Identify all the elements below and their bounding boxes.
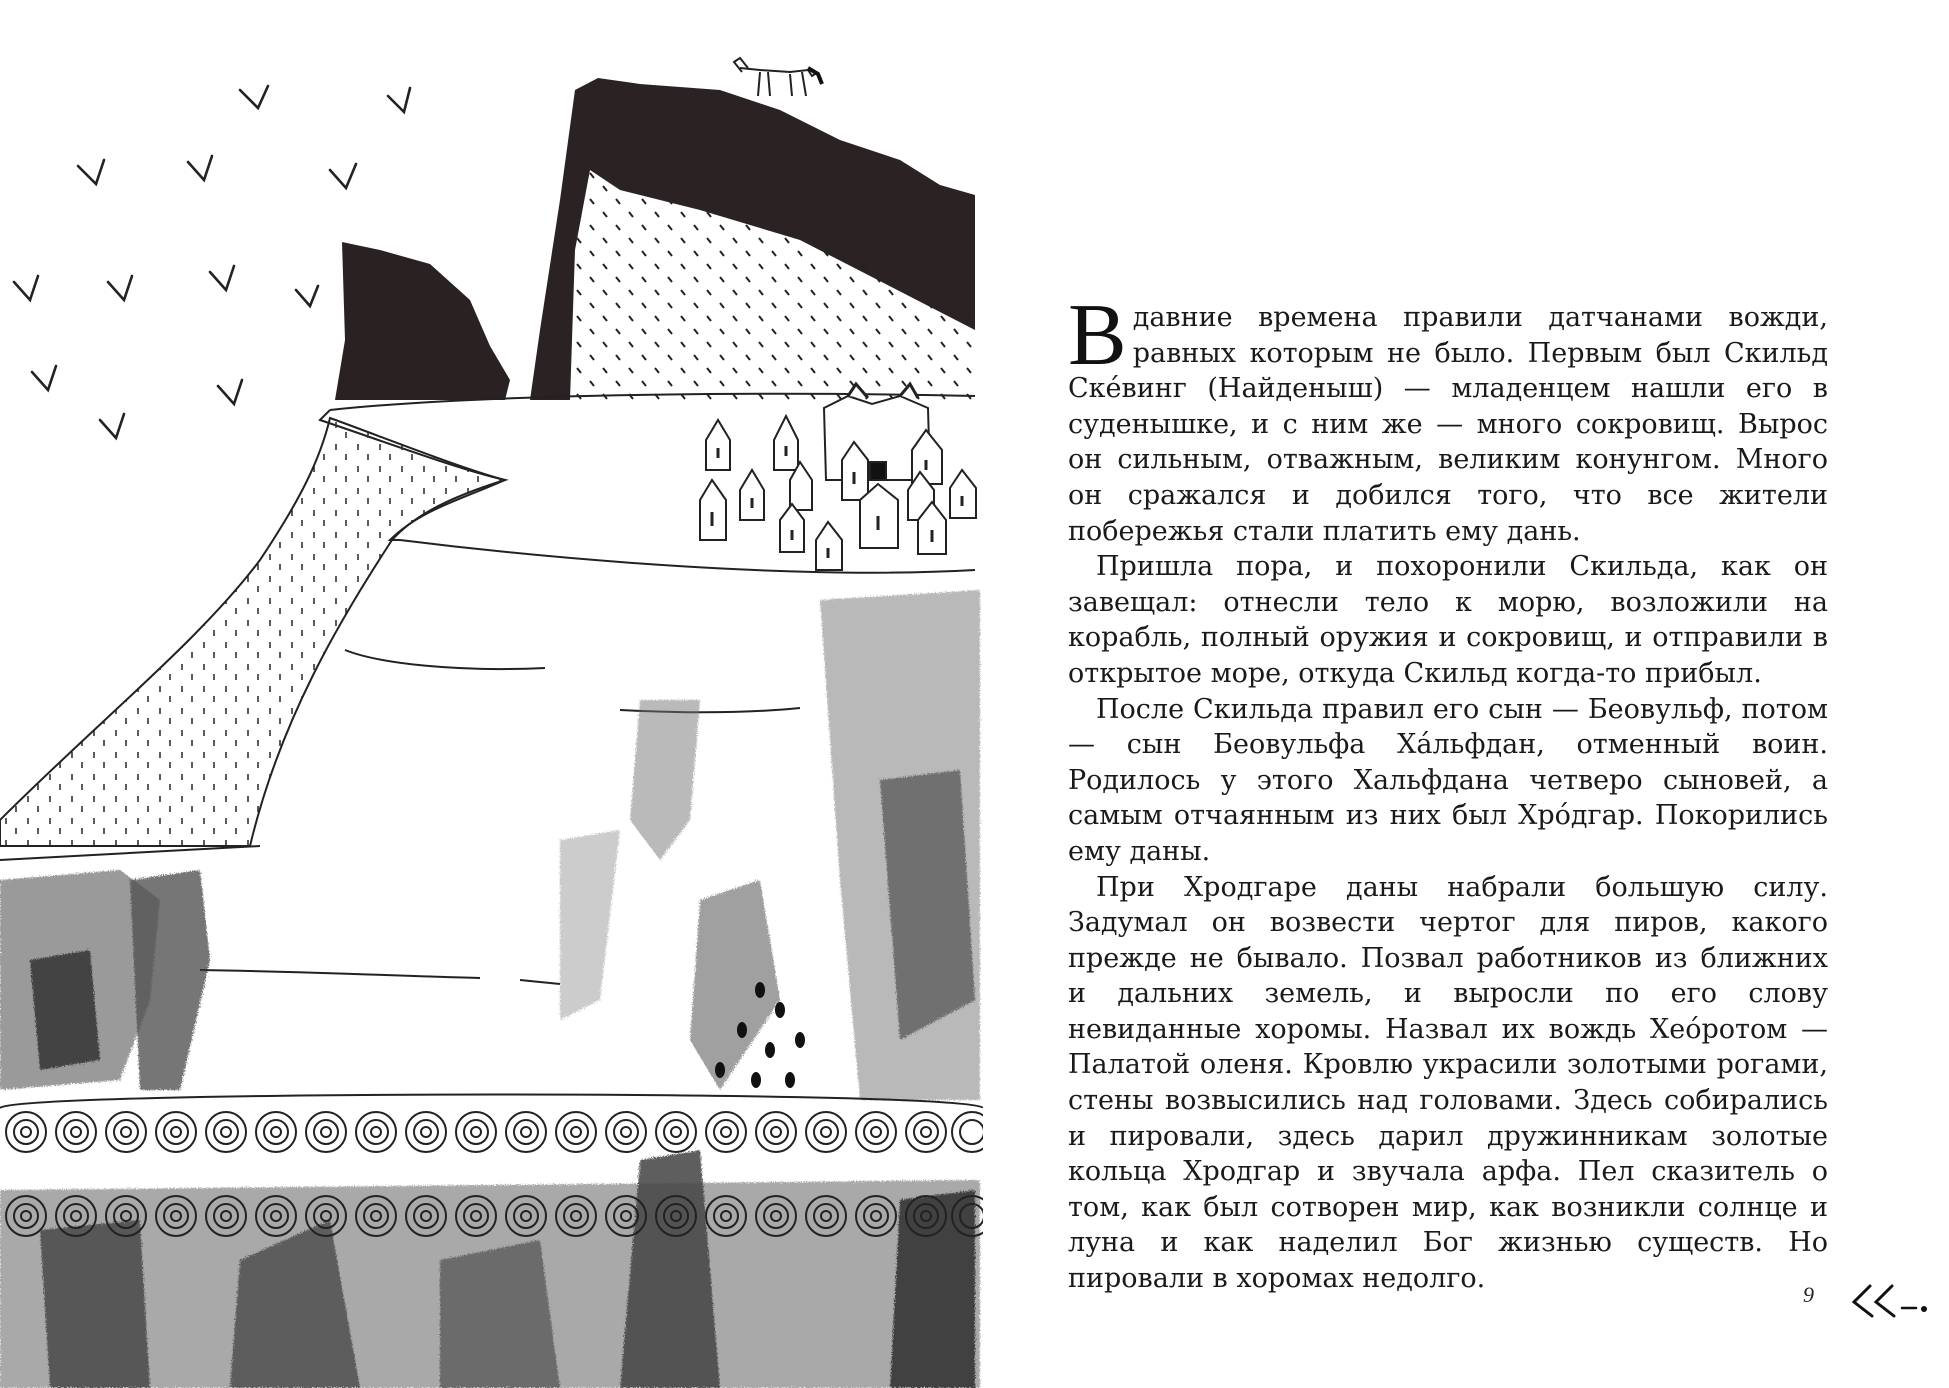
cliff [0, 418, 505, 846]
double-chevron-left-ornament-icon [1848, 1276, 1928, 1324]
paragraph-1-text: давние времена правили датчанами вожди, равных которым не было. Первым был Скильд Ске́винг (Найденыш) — младенцем нашли его в суденышке, и с ним же — много сокровищ. Вырос он сильным, отважным, великим конунгом. Много он сражался и добился того, что все жители побережья стали платить ему дань. [1068, 302, 1828, 547]
paragraph-2: Пришла пора, и похоронили Скильда, как он завещал: отнесли тело к морю, возложили на корабль, полный оружия и сокровищ, и отправили в открытое море, откуда Скильд когда-то прибыл. [1068, 551, 1828, 689]
paragraph-1 [1068, 287, 1828, 549]
horse-drawing [734, 58, 822, 96]
spirals-row-1 [6, 1112, 983, 1152]
dark-mountains [335, 78, 975, 400]
page-number: 9 [1803, 1282, 1814, 1307]
paragraph-4: При Хродгаре даны набрали большую силу. Задумал он возвести чертог для пиров, какого прежде не бывало. Позвал работников из ближних и дальних земель, и выросли по его слову невиданные хоромы. Назвал их вождь Хео́ротом — Палатой оленя. Кровлю украсили золотыми рогами, стены возвысились над головами. Здесь собирались и пировали, здесь дарил дружинникам золотые кольца Хродгар и звучала арфа. Пел сказитель о том, как был сотворен мир, как возникли солнце и луна и как наделил Бог жизнью существ. Но пировали в хоромах недолго. [1068, 871, 1828, 1295]
drop-cap: В [1068, 287, 1127, 384]
town-drawing [700, 384, 976, 570]
paragraph-3: После Скильда правил его сын — Беовульф, потом — сын Беовульфа Ха́льфдан, отменный воин. Родилось у этого Хальфдана четверо сыновей, а самым отчаянным из них был Хро́дгар. Покорились ему даны. [1068, 693, 1828, 867]
body-text [1068, 287, 1828, 1297]
